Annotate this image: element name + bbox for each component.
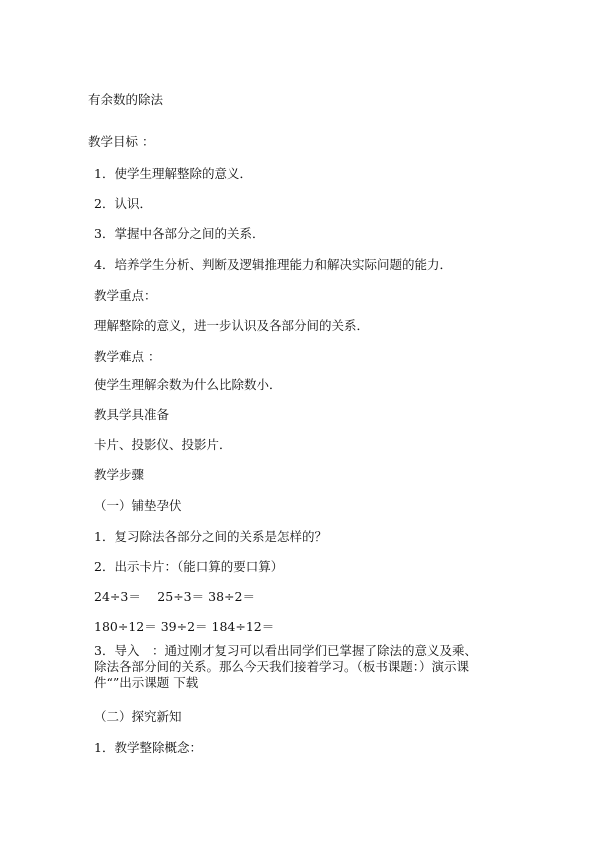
paragraph-line: 除法各部分间的关系。那么今天我们接着学习。（板书课题：）演示课 bbox=[94, 659, 470, 674]
subsection-heading: （一）铺垫孕伏 bbox=[94, 498, 182, 513]
math-expression-line: 24÷3＝ 25÷3＝ 38÷2＝ bbox=[94, 589, 255, 604]
text-line: 3．掌握中各部分之间的关系． bbox=[94, 226, 265, 241]
section-heading: 教学步骤 bbox=[94, 467, 145, 482]
subsection-heading: （二）探究新知 bbox=[94, 709, 182, 724]
intro-paragraph bbox=[94, 643, 504, 691]
text-line: 1．教学整除概念： bbox=[94, 740, 202, 755]
paragraph-line: 3．导入 ：通过刚才复习可以看出同学们已掌握了除法的意义及乘、 bbox=[94, 643, 477, 658]
text-line: 理解整除的意义，进一步认识及各部分间的关系． bbox=[94, 318, 370, 333]
text-line: 使学生理解余数为什么比除数小． bbox=[94, 377, 282, 392]
section-heading: 教具学具准备 bbox=[94, 407, 170, 422]
document-title: 有余数的除法 bbox=[88, 92, 164, 107]
text-line: 1．使学生理解整除的意义． bbox=[94, 166, 252, 181]
text-line: 4．培养学生分析、判断及逻辑推理能力和解决实际问题的能力． bbox=[94, 257, 452, 272]
text-line: 教学目标 ： bbox=[88, 134, 155, 149]
paragraph-line: 件“”出示课题 下载 bbox=[94, 675, 199, 690]
text-line: 卡片、投影仪、投影片． bbox=[94, 437, 232, 452]
text-line: 2．出示卡片：（能口算的要口算） bbox=[94, 559, 284, 574]
text-line: 1．复习除法各部分之间的关系是怎样的？ bbox=[94, 529, 327, 544]
section-heading: 教学重点： bbox=[94, 288, 157, 303]
text-line: 2．认识． bbox=[94, 196, 152, 211]
math-expression-line: 180÷12＝ 39÷2＝ 184÷12＝ bbox=[94, 619, 275, 634]
section-heading: 教学难点 ： bbox=[94, 349, 161, 364]
